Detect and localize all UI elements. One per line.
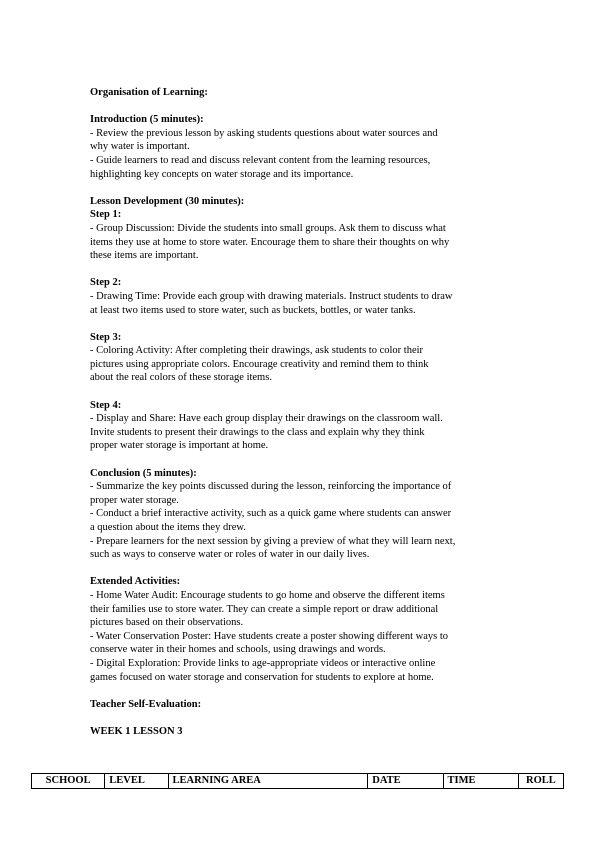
step-3-title: Step 3: [90,331,122,343]
conclusion-line: - Prepare learners for the next session by giving a preview of what they will learn next, [90,535,456,547]
spacer [90,263,520,277]
self-evaluation-heading: Teacher Self-Evaluation: [90,698,202,710]
step-3-line: pictures using appropriate colors. Encourage creativity and remind them to think [90,358,429,370]
step-3-line: about the real colors of these storage items. [90,372,272,384]
extended-line: their families use to store water. They can create a simple report or draw additional [90,603,439,615]
introduction-line: why water is important. [90,141,190,153]
step-2-title: Step 2: [90,277,122,289]
step-3-line: - Coloring Activity: After completing their drawings, ask students to color their [90,345,424,357]
introduction-line: - Guide learners to read and discuss relevant content from the learning resources, [90,154,431,166]
extended-line: conserve water in their homes and schools, using drawings and words. [90,644,386,656]
step-2-line: at least two items used to store water, such as buckets, bottles, or water tanks. [90,304,416,316]
lesson-plan-content [90,86,520,739]
conclusion-line: such as ways to conserve water or roles of water in our daily lives. [90,549,370,561]
header-roll: ROLL [518,774,563,789]
header-date: DATE [368,774,443,789]
development-heading: Lesson Development (30 minutes): [90,195,245,207]
step-1-line: - Group Discussion: Divide the students into small groups. Ask them to discuss what [90,222,446,234]
step-4-line: proper water storage is important at home. [90,440,269,452]
spacer [90,562,520,576]
step-2-line: - Drawing Time: Provide each group with drawing materials. Instruct students to draw [90,290,453,302]
table-header-row [32,774,564,789]
spacer [90,453,520,467]
conclusion-line: proper water storage. [90,494,179,506]
conclusion-line: a question about the items they drew. [90,522,246,533]
organisation-heading: Organisation of Learning: [90,87,208,98]
extended-line: - Home Water Audit: Encourage students to go home and observe the different items [90,589,445,601]
introduction-line: - Review the previous lesson by asking students questions about water sources and [90,127,438,139]
lesson-info-table [31,773,564,789]
lesson-info-table-wrap [31,773,564,789]
header-learning-area: LEARNING AREA [168,774,368,789]
spacer [90,100,520,114]
conclusion-line: - Conduct a brief interactive activity, such as a quick game where students can answer [90,508,452,520]
step-4-line: Invite students to present their drawings to the class and explain why they think [90,426,425,438]
extended-line: - Water Conservation Poster: Have students create a poster showing different ways to [90,630,449,642]
spacer [90,385,520,399]
conclusion-heading: Conclusion (5 minutes): [90,467,197,479]
week-lesson-label: WEEK 1 LESSON 3 [90,725,183,737]
step-4-title: Step 4: [90,399,122,411]
spacer [90,181,520,195]
extended-line: games focused on water storage and conservation for students to explore at home. [90,671,434,683]
introduction-heading: Introduction (5 minutes): [90,114,204,126]
conclusion-line: - Summarize the key points discussed during the lesson, reinforcing the importance of [90,481,452,493]
spacer [90,317,520,331]
extended-heading: Extended Activities: [90,576,181,588]
header-level: LEVEL [105,774,168,789]
step-1-line: these items are important. [90,250,199,262]
extended-line: pictures based on their observations. [90,617,244,629]
spacer [90,684,520,698]
spacer [90,711,520,725]
step-4-line: - Display and Share: Have each group display their drawings on the classroom wall. [90,413,443,425]
header-time: TIME [443,774,518,789]
step-1-line: items they use at home to store water. Encourage them to share their thoughts on why [90,236,450,248]
introduction-line: highlighting key concepts on water storage and its importance. [90,168,354,180]
header-school: SCHOOL [32,774,105,789]
step-1-title: Step 1: [90,209,122,221]
extended-line: - Digital Exploration: Provide links to age-appropriate videos or interactive online [90,657,436,669]
